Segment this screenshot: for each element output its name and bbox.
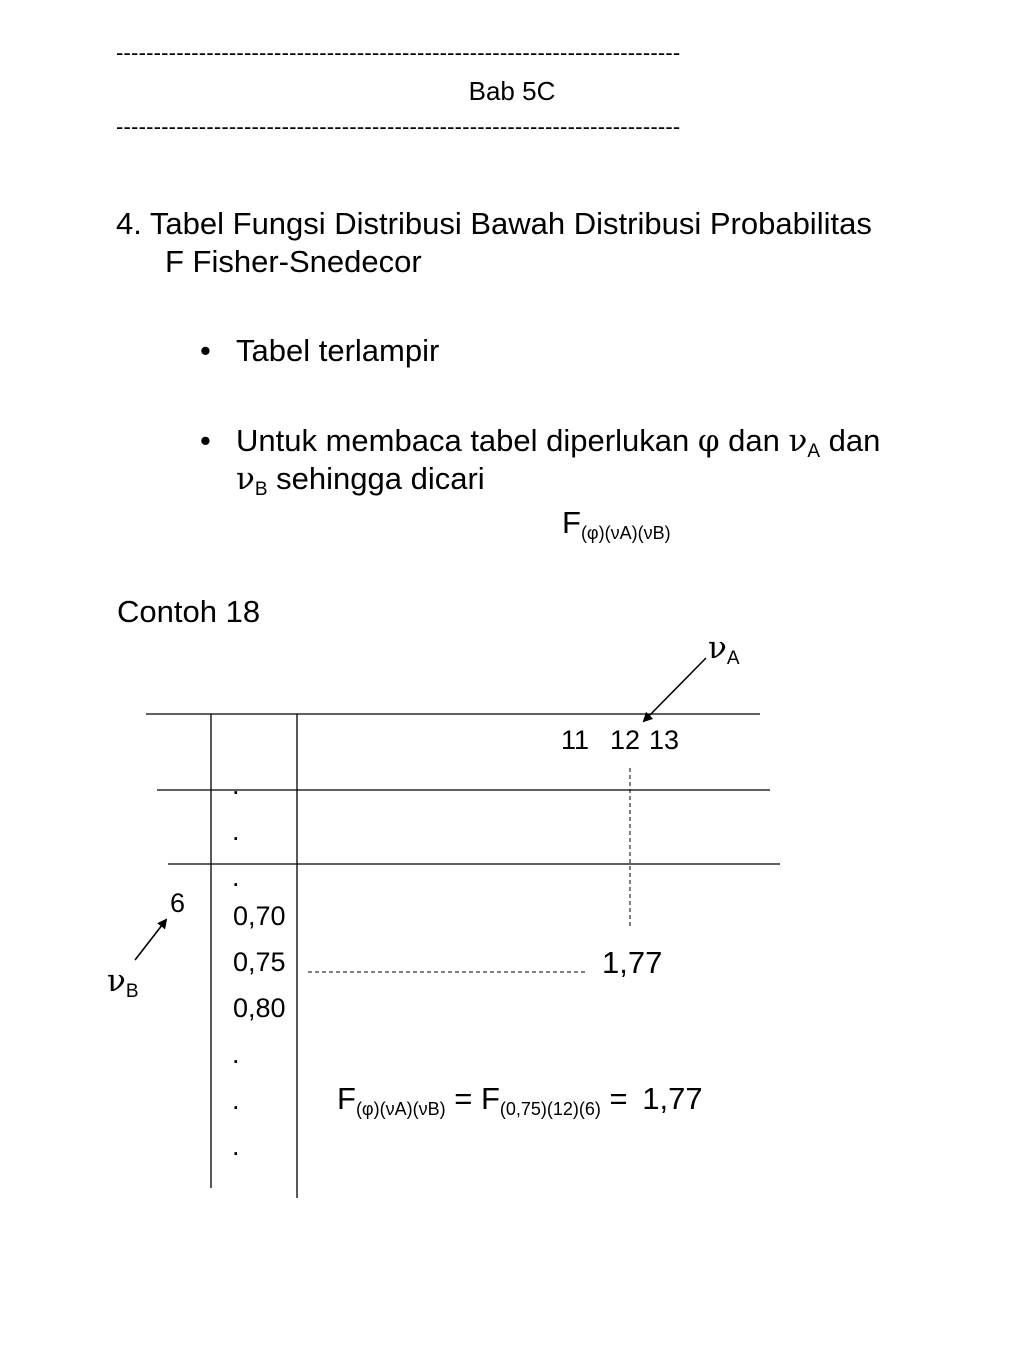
ellipsis-dot: . <box>232 1085 240 1115</box>
example-title: Contoh 18 <box>117 594 261 629</box>
arrow-nu-a <box>644 658 706 721</box>
column-header-13: 13 <box>649 725 680 755</box>
probability-075: 0,75 <box>233 947 286 977</box>
subscript-a: A <box>726 648 740 669</box>
bullet-2-text: dan <box>719 423 789 458</box>
subscript-b: B <box>254 479 268 500</box>
bullet-2-text: dan <box>820 423 881 458</box>
bullet-mark: • <box>200 333 211 368</box>
section-heading: 4. Tabel Fungsi Distribusi Bawah Distribusi Probabilitas <box>116 206 872 241</box>
cell-value: 1,77 <box>602 945 663 980</box>
formula-letter: F <box>337 1081 356 1116</box>
nu-symbol: ν <box>107 963 126 999</box>
ellipsis-dot: . <box>232 862 240 892</box>
ellipsis-dot: . <box>232 816 240 846</box>
formula-subscript: (0,75)(12)(6) <box>499 1099 601 1119</box>
probability-070: 0,70 <box>233 901 286 931</box>
column-header-11: 11 <box>561 725 590 755</box>
header-rule-bottom: --------------------------------------------------------------------------- <box>116 114 681 139</box>
subscript-a: A <box>807 441 821 462</box>
ellipsis-dot: . <box>232 1039 240 1069</box>
subscript-b: B <box>125 981 139 1002</box>
section-heading-line2: F Fisher-Snedecor <box>165 244 422 279</box>
nu-b-label <box>107 963 139 1002</box>
formula-subscript: (φ)(νA)(νB) <box>580 523 671 543</box>
bullet-2-text: sehingga dicari <box>267 461 485 496</box>
formula-letter: F <box>480 1081 500 1116</box>
arrow-nu-b <box>135 920 166 960</box>
ellipsis-dot: . <box>232 770 240 800</box>
nu-symbol: ν <box>708 630 727 666</box>
bullet-1-text: Tabel terlampir <box>236 333 440 368</box>
phi-symbol: φ <box>697 423 720 459</box>
formula-subscript: (φ)(νA)(νB) <box>355 1099 446 1119</box>
nu-a-label <box>708 630 740 669</box>
bullet-mark: • <box>200 423 211 458</box>
equals-sign: = <box>445 1081 481 1116</box>
row-dof: 6 <box>170 888 186 918</box>
result-value: 1,77 <box>642 1081 703 1116</box>
probability-080: 0,80 <box>233 993 286 1023</box>
bullet-2-text: Untuk membaca tabel diperlukan <box>236 423 698 458</box>
column-header-12: 12 <box>610 725 641 755</box>
nu-symbol: ν <box>236 461 255 497</box>
ellipsis-dot: . <box>232 1131 240 1161</box>
result-formula <box>337 1081 703 1117</box>
equals-sign: = <box>600 1081 637 1116</box>
formula-letter: F <box>562 505 581 540</box>
chapter-title: Bab 5C <box>468 76 556 106</box>
header-rule-top: --------------------------------------------------------------------------- <box>116 40 681 65</box>
nu-symbol: ν <box>788 423 808 459</box>
